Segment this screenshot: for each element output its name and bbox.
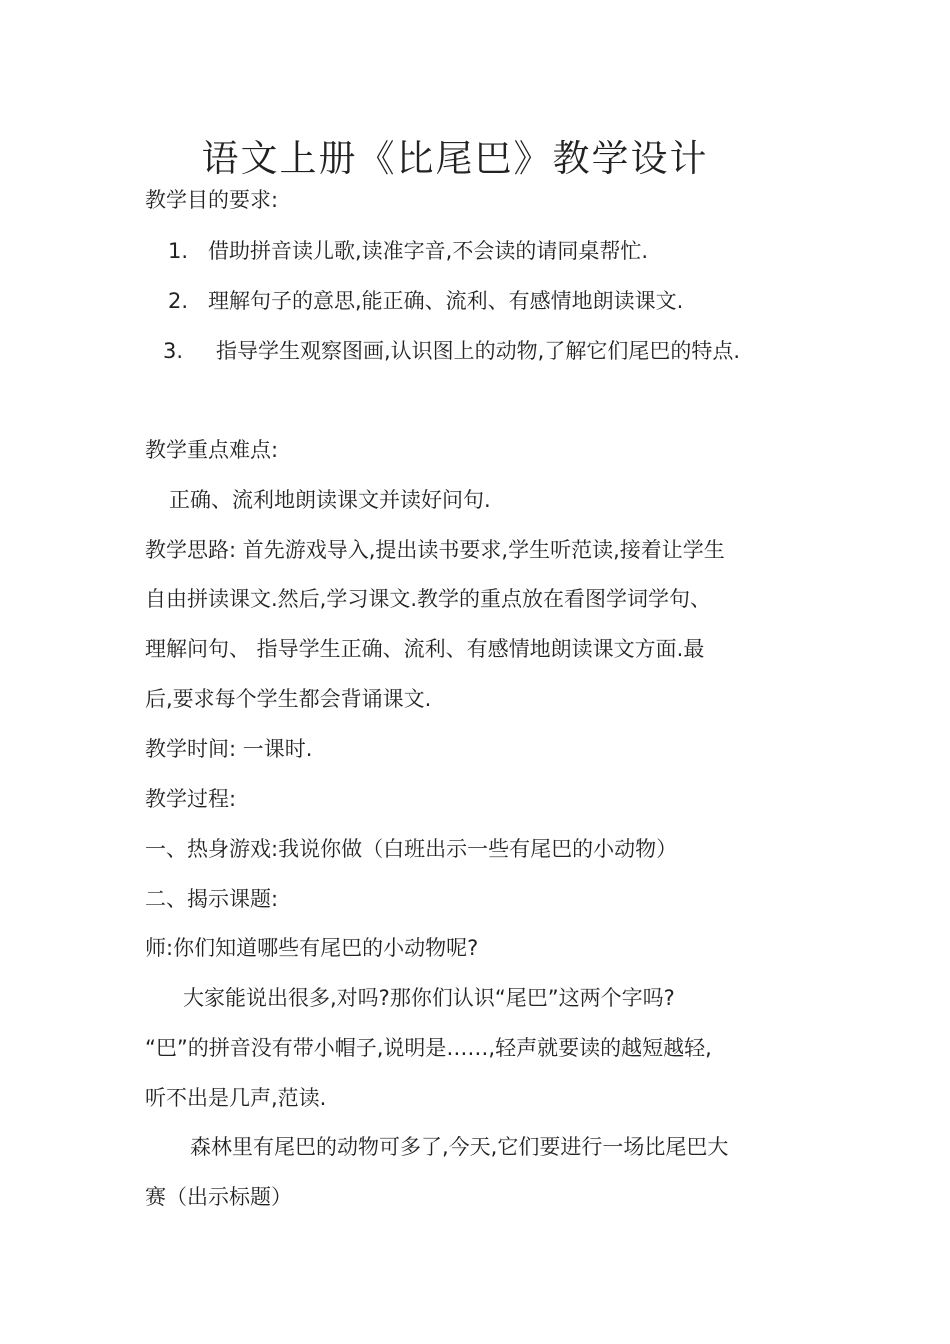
list-text: 理解句子的意思,能正确、流利、有感情地朗读课文. xyxy=(208,289,684,313)
teacher-question: 师:你们知道哪些有尾巴的小动物呢? xyxy=(145,936,479,960)
approach-line-1: 教学思路: 首先游戏导入,提出读书要求,学生听范读,接着让学生 xyxy=(145,538,725,562)
objective-item-2 xyxy=(168,286,683,316)
key-points-text: 正确、流利地朗读课文并读好问句. xyxy=(169,488,491,512)
list-number: 3. xyxy=(163,339,184,363)
paragraph-1-line-2: “巴”的拼音没有带小帽子,说明是……,轻声就要读的越短越轻, xyxy=(145,1036,712,1060)
objective-item-3 xyxy=(163,336,740,366)
list-number: 2. xyxy=(168,289,189,313)
approach-line-4: 后,要求每个学生都会背诵课文. xyxy=(145,687,432,711)
list-text: 指导学生观察图画,认识图上的动物,了解它们尾巴的特点. xyxy=(216,339,741,363)
list-number: 1. xyxy=(168,239,189,263)
document-title: 语文上册《比尾巴》教学设计 xyxy=(201,137,709,180)
objective-item-1 xyxy=(168,236,648,266)
approach-line-2: 自由拼读课文.然后,学习课文.教学的重点放在看图学词学句、 xyxy=(145,587,712,611)
teaching-time: 教学时间: 一课时. xyxy=(145,737,313,761)
paragraph-1-line-1: 大家能说出很多,对吗?那你们认识“尾巴”这两个字吗? xyxy=(183,986,675,1010)
process-step-1: 一、热身游戏:我说你做（白班出示一些有尾巴的小动物） xyxy=(145,837,678,861)
process-heading: 教学过程: xyxy=(145,787,237,811)
list-text: 借助拼音读儿歌,读准字音,不会读的请同桌帮忙. xyxy=(208,239,649,263)
paragraph-2-line-2: 赛（出示标题） xyxy=(145,1185,292,1209)
approach-line-3: 理解问句、 指导学生正确、流利、有感情地朗读课文方面.最 xyxy=(145,637,705,661)
paragraph-1-line-3: 听不出是几声,范读. xyxy=(145,1086,327,1110)
paragraph-2-line-1: 森林里有尾巴的动物可多了,今天,它们要进行一场比尾巴大 xyxy=(190,1135,729,1159)
process-step-2: 二、揭示课题: xyxy=(145,887,279,911)
key-points-heading: 教学重点难点: xyxy=(145,438,279,462)
objectives-heading: 教学目的要求: xyxy=(145,188,279,212)
